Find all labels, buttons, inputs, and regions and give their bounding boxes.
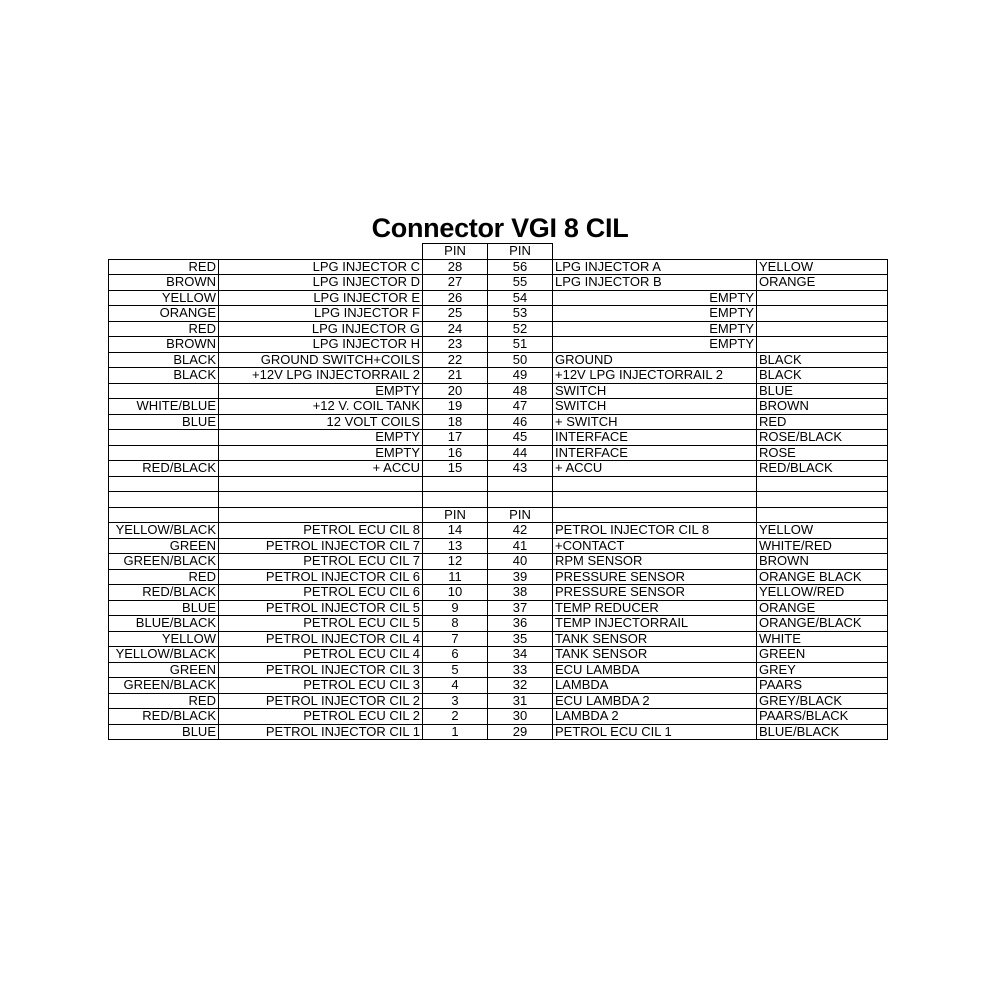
right-function: EMPTY	[553, 321, 757, 337]
left-wire-color: WHITE/BLUE	[109, 399, 219, 415]
right-function: TEMP INJECTORRAIL	[553, 616, 757, 632]
left-function: LPG INJECTOR E	[219, 290, 423, 306]
left-function: LPG INJECTOR F	[219, 306, 423, 322]
right-function: + ACCU	[553, 461, 757, 477]
left-function: PETROL ECU CIL 3	[219, 678, 423, 694]
right-wire-color: PAARS	[757, 678, 888, 694]
right-function: EMPTY	[553, 306, 757, 322]
right-function: PRESSURE SENSOR	[553, 569, 757, 585]
left-function: PETROL ECU CIL 8	[219, 523, 423, 539]
left-function: PETROL ECU CIL 6	[219, 585, 423, 601]
left-function: 12 VOLT COILS	[219, 414, 423, 430]
pin-number-b: 52	[488, 321, 553, 337]
header-spacer	[553, 244, 757, 260]
left-wire-color: BROWN	[109, 275, 219, 291]
pin-number-a: 26	[423, 290, 488, 306]
pin-number-a: 16	[423, 445, 488, 461]
pin-header-b: PIN	[488, 244, 553, 260]
table-row	[109, 662, 888, 678]
table-row	[109, 399, 888, 415]
right-wire-color: YELLOW	[757, 259, 888, 275]
right-wire-color: ROSE/BLACK	[757, 430, 888, 446]
table-row	[109, 616, 888, 632]
left-wire-color: GREEN/BLACK	[109, 678, 219, 694]
left-function: PETROL INJECTOR CIL 5	[219, 600, 423, 616]
pin-number-b: 35	[488, 631, 553, 647]
table-row	[109, 290, 888, 306]
right-wire-color	[757, 290, 888, 306]
empty-cell	[109, 507, 219, 523]
left-wire-color: RED	[109, 259, 219, 275]
pin-number-a: 25	[423, 306, 488, 322]
left-wire-color: GREEN/BLACK	[109, 554, 219, 570]
left-wire-color: BLUE/BLACK	[109, 616, 219, 632]
left-function: PETROL INJECTOR CIL 4	[219, 631, 423, 647]
right-wire-color: GREY	[757, 662, 888, 678]
pin-header-b: PIN	[488, 507, 553, 523]
left-wire-color: BLUE	[109, 414, 219, 430]
right-function: ECU LAMBDA 2	[553, 693, 757, 709]
right-wire-color: BLUE	[757, 383, 888, 399]
empty-cell	[757, 492, 888, 508]
right-wire-color: ROSE	[757, 445, 888, 461]
pin-number-a: 2	[423, 709, 488, 725]
pin-number-b: 45	[488, 430, 553, 446]
right-wire-color: YELLOW	[757, 523, 888, 539]
right-function: TANK SENSOR	[553, 631, 757, 647]
right-function: PETROL INJECTOR CIL 8	[553, 523, 757, 539]
pin-number-b: 44	[488, 445, 553, 461]
left-wire-color	[109, 383, 219, 399]
left-wire-color: RED	[109, 321, 219, 337]
pin-number-b: 48	[488, 383, 553, 399]
pin-table	[108, 243, 888, 740]
left-function: +12 V. COIL TANK	[219, 399, 423, 415]
left-function: PETROL ECU CIL 7	[219, 554, 423, 570]
right-function: PETROL ECU CIL 1	[553, 724, 757, 740]
right-wire-color: ORANGE	[757, 275, 888, 291]
pin-number-b: 32	[488, 678, 553, 694]
header-spacer	[757, 244, 888, 260]
empty-cell	[488, 476, 553, 492]
right-wire-color: GREEN	[757, 647, 888, 663]
right-wire-color: RED	[757, 414, 888, 430]
right-function: PRESSURE SENSOR	[553, 585, 757, 601]
left-wire-color: BLUE	[109, 600, 219, 616]
table-row	[109, 352, 888, 368]
empty-cell	[553, 507, 757, 523]
left-wire-color: BLACK	[109, 352, 219, 368]
table-row	[109, 321, 888, 337]
empty-row	[109, 492, 888, 508]
left-wire-color: RED	[109, 693, 219, 709]
empty-cell	[423, 492, 488, 508]
pin-number-b: 51	[488, 337, 553, 353]
pin-number-a: 13	[423, 538, 488, 554]
left-wire-color: YELLOW/BLACK	[109, 647, 219, 663]
pin-number-a: 10	[423, 585, 488, 601]
right-wire-color: RED/BLACK	[757, 461, 888, 477]
pin-number-a: 23	[423, 337, 488, 353]
right-function: INTERFACE	[553, 430, 757, 446]
empty-cell	[109, 492, 219, 508]
pin-number-a: 7	[423, 631, 488, 647]
right-function: + SWITCH	[553, 414, 757, 430]
left-wire-color: RED/BLACK	[109, 461, 219, 477]
left-wire-color	[109, 430, 219, 446]
right-wire-color: WHITE	[757, 631, 888, 647]
pin-number-b: 39	[488, 569, 553, 585]
left-function: +12V LPG INJECTORRAIL 2	[219, 368, 423, 384]
left-function: EMPTY	[219, 445, 423, 461]
pin-number-b: 49	[488, 368, 553, 384]
left-wire-color: RED	[109, 569, 219, 585]
left-function: PETROL INJECTOR CIL 6	[219, 569, 423, 585]
pin-number-b: 54	[488, 290, 553, 306]
right-wire-color: BLACK	[757, 368, 888, 384]
pin-number-b: 42	[488, 523, 553, 539]
right-function: +12V LPG INJECTORRAIL 2	[553, 368, 757, 384]
pin-number-b: 33	[488, 662, 553, 678]
left-function: PETROL INJECTOR CIL 2	[219, 693, 423, 709]
right-function: LAMBDA	[553, 678, 757, 694]
pin-number-a: 11	[423, 569, 488, 585]
left-wire-color: YELLOW	[109, 290, 219, 306]
left-function: LPG INJECTOR G	[219, 321, 423, 337]
left-wire-color: RED/BLACK	[109, 709, 219, 725]
left-function: PETROL INJECTOR CIL 1	[219, 724, 423, 740]
table-row	[109, 647, 888, 663]
pin-number-a: 9	[423, 600, 488, 616]
table-row	[109, 631, 888, 647]
right-function: TEMP REDUCER	[553, 600, 757, 616]
pin-number-a: 24	[423, 321, 488, 337]
empty-cell	[219, 476, 423, 492]
left-function: GROUND SWITCH+COILS	[219, 352, 423, 368]
table-row	[109, 709, 888, 725]
left-function: LPG INJECTOR D	[219, 275, 423, 291]
right-wire-color	[757, 306, 888, 322]
table-row	[109, 383, 888, 399]
pin-number-a: 21	[423, 368, 488, 384]
pin-number-b: 30	[488, 709, 553, 725]
table-row	[109, 554, 888, 570]
pin-number-b: 53	[488, 306, 553, 322]
left-wire-color: GREEN	[109, 538, 219, 554]
right-function: SWITCH	[553, 399, 757, 415]
left-wire-color: GREEN	[109, 662, 219, 678]
pin-number-b: 36	[488, 616, 553, 632]
table-row	[109, 569, 888, 585]
right-wire-color: BLACK	[757, 352, 888, 368]
pin-number-a: 27	[423, 275, 488, 291]
left-function: LPG INJECTOR C	[219, 259, 423, 275]
pin-number-b: 37	[488, 600, 553, 616]
left-function: PETROL ECU CIL 5	[219, 616, 423, 632]
right-wire-color	[757, 321, 888, 337]
pin-number-b: 55	[488, 275, 553, 291]
right-wire-color: GREY/BLACK	[757, 693, 888, 709]
table-row	[109, 538, 888, 554]
empty-cell	[757, 476, 888, 492]
pin-number-b: 38	[488, 585, 553, 601]
right-wire-color: BLUE/BLACK	[757, 724, 888, 740]
left-function: EMPTY	[219, 383, 423, 399]
table-row	[109, 430, 888, 446]
pin-number-a: 5	[423, 662, 488, 678]
right-function: INTERFACE	[553, 445, 757, 461]
table-row	[109, 275, 888, 291]
pin-number-a: 14	[423, 523, 488, 539]
pin-number-b: 46	[488, 414, 553, 430]
empty-cell	[553, 476, 757, 492]
left-function: PETROL ECU CIL 4	[219, 647, 423, 663]
right-wire-color: ORANGE BLACK	[757, 569, 888, 585]
empty-cell	[488, 492, 553, 508]
right-function: LPG INJECTOR B	[553, 275, 757, 291]
left-wire-color	[109, 445, 219, 461]
table-row	[109, 368, 888, 384]
right-wire-color	[757, 337, 888, 353]
right-wire-color: YELLOW/RED	[757, 585, 888, 601]
pin-header-a: PIN	[423, 244, 488, 260]
right-function: +CONTACT	[553, 538, 757, 554]
left-wire-color: BLUE	[109, 724, 219, 740]
pin-number-a: 22	[423, 352, 488, 368]
pin-number-b: 34	[488, 647, 553, 663]
right-wire-color: BROWN	[757, 399, 888, 415]
pin-number-a: 17	[423, 430, 488, 446]
right-function: EMPTY	[553, 337, 757, 353]
pin-number-a: 1	[423, 724, 488, 740]
left-function: PETROL ECU CIL 2	[219, 709, 423, 725]
left-function: PETROL INJECTOR CIL 7	[219, 538, 423, 554]
pin-number-a: 15	[423, 461, 488, 477]
left-wire-color: RED/BLACK	[109, 585, 219, 601]
pin-number-a: 12	[423, 554, 488, 570]
right-function: RPM SENSOR	[553, 554, 757, 570]
table-row	[109, 600, 888, 616]
pin-number-a: 20	[423, 383, 488, 399]
pin-number-b: 40	[488, 554, 553, 570]
table-row	[109, 585, 888, 601]
right-function: SWITCH	[553, 383, 757, 399]
pin-number-b: 47	[488, 399, 553, 415]
right-wire-color: WHITE/RED	[757, 538, 888, 554]
pin-header-row	[109, 244, 888, 260]
right-function: EMPTY	[553, 290, 757, 306]
pin-number-a: 19	[423, 399, 488, 415]
table-row	[109, 693, 888, 709]
right-function: TANK SENSOR	[553, 647, 757, 663]
right-wire-color: BROWN	[757, 554, 888, 570]
right-function: LAMBDA 2	[553, 709, 757, 725]
empty-row	[109, 476, 888, 492]
pin-header-a: PIN	[423, 507, 488, 523]
left-wire-color: BLACK	[109, 368, 219, 384]
table-row	[109, 445, 888, 461]
pin-header-row	[109, 507, 888, 523]
table-row	[109, 461, 888, 477]
left-wire-color: YELLOW	[109, 631, 219, 647]
table-row	[109, 724, 888, 740]
left-function: EMPTY	[219, 430, 423, 446]
empty-cell	[757, 507, 888, 523]
left-function: + ACCU	[219, 461, 423, 477]
page-title: Connector VGI 8 CIL	[371, 213, 629, 243]
pin-number-b: 41	[488, 538, 553, 554]
left-wire-color: ORANGE	[109, 306, 219, 322]
pin-number-a: 8	[423, 616, 488, 632]
table-row	[109, 414, 888, 430]
right-function: ECU LAMBDA	[553, 662, 757, 678]
header-spacer	[219, 244, 423, 260]
pin-number-b: 31	[488, 693, 553, 709]
table-row	[109, 259, 888, 275]
empty-cell	[219, 492, 423, 508]
pin-table-body	[109, 244, 888, 740]
left-wire-color: YELLOW/BLACK	[109, 523, 219, 539]
pin-number-b: 43	[488, 461, 553, 477]
pin-number-a: 18	[423, 414, 488, 430]
pin-number-b: 29	[488, 724, 553, 740]
table-row	[109, 306, 888, 322]
empty-cell	[423, 476, 488, 492]
table-row	[109, 678, 888, 694]
pin-number-b: 50	[488, 352, 553, 368]
right-wire-color: PAARS/BLACK	[757, 709, 888, 725]
pin-number-b: 56	[488, 259, 553, 275]
pin-number-a: 28	[423, 259, 488, 275]
header-spacer	[109, 244, 219, 260]
pin-number-a: 4	[423, 678, 488, 694]
pin-number-a: 6	[423, 647, 488, 663]
empty-cell	[553, 492, 757, 508]
table-row	[109, 523, 888, 539]
empty-cell	[109, 476, 219, 492]
right-wire-color: ORANGE	[757, 600, 888, 616]
right-wire-color: ORANGE/BLACK	[757, 616, 888, 632]
right-function: GROUND	[553, 352, 757, 368]
table-row	[109, 337, 888, 353]
left-wire-color: BROWN	[109, 337, 219, 353]
left-function: LPG INJECTOR H	[219, 337, 423, 353]
empty-cell	[219, 507, 423, 523]
pin-number-a: 3	[423, 693, 488, 709]
right-function: LPG INJECTOR A	[553, 259, 757, 275]
left-function: PETROL INJECTOR CIL 3	[219, 662, 423, 678]
